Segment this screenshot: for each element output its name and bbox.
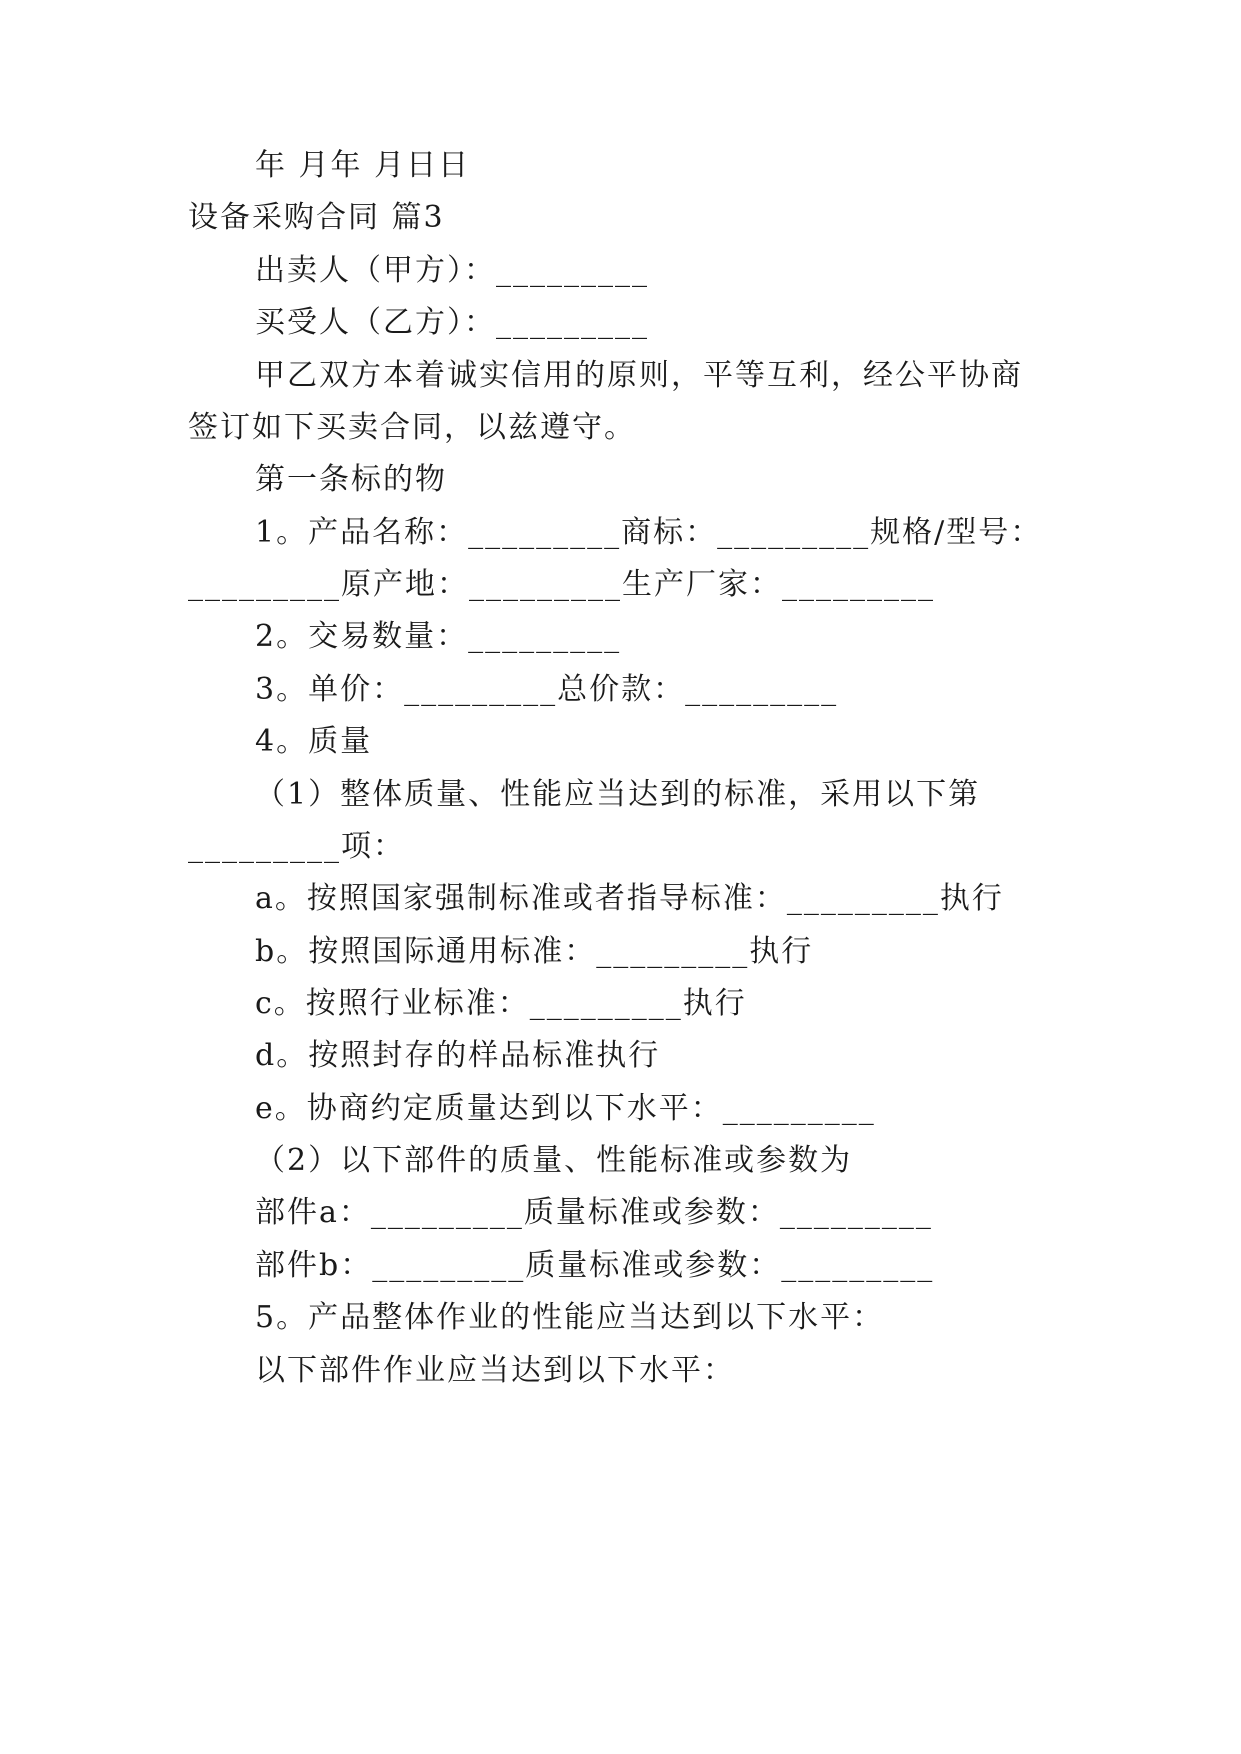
- price-line: 3。单价：_________总价款：_________: [255, 672, 839, 707]
- seller-line: 出卖人（甲方）：_________: [255, 253, 649, 288]
- quality-standard-line-2: _________项：: [188, 829, 405, 864]
- parts-performance-line: 以下部件作业应当达到以下水平：: [255, 1353, 735, 1388]
- product-info-line-1: 1。产品名称：_________商标：_________规格/型号：: [255, 515, 1043, 550]
- date-line: 年 月年 月日日: [255, 148, 471, 183]
- parts-quality-heading: （2）以下部件的质量、性能标准或参数为: [255, 1143, 853, 1178]
- quantity-line: 2。交易数量：_________: [255, 619, 622, 654]
- part-a-line: 部件a：_________质量标准或参数：_________: [255, 1195, 933, 1230]
- product-info-line-2: _________原产地：_________生产厂家：_________: [188, 567, 935, 602]
- quality-standard-line-1: （1）整体质量、性能应当达到的标准，采用以下第: [255, 777, 981, 812]
- performance-line: 5。产品整体作业的性能应当达到以下水平：: [255, 1300, 885, 1335]
- section-title: 设备采购合同 篇3: [188, 200, 445, 235]
- buyer-line: 买受人（乙方）：_________: [255, 305, 649, 340]
- intro-paragraph-line-1: 甲乙双方本着诚实信用的原则，平等互利，经公平协商: [255, 358, 1023, 393]
- option-d: d。按照封存的样品标准执行: [255, 1038, 661, 1073]
- intro-paragraph-line-2: 签订如下买卖合同，以兹遵守。: [188, 410, 636, 445]
- option-a: a。按照国家强制标准或者指导标准：_________执行: [255, 881, 1004, 916]
- option-e: e。协商约定质量达到以下水平：_________: [255, 1091, 876, 1126]
- quality-heading: 4。质量: [255, 724, 373, 759]
- part-b-line: 部件b：_________质量标准或参数：_________: [255, 1248, 935, 1283]
- option-b: b。按照国际通用标准：_________执行: [255, 934, 814, 969]
- option-c: c。按照行业标准：_________执行: [255, 986, 747, 1021]
- article-one-heading: 第一条标的物: [255, 462, 447, 497]
